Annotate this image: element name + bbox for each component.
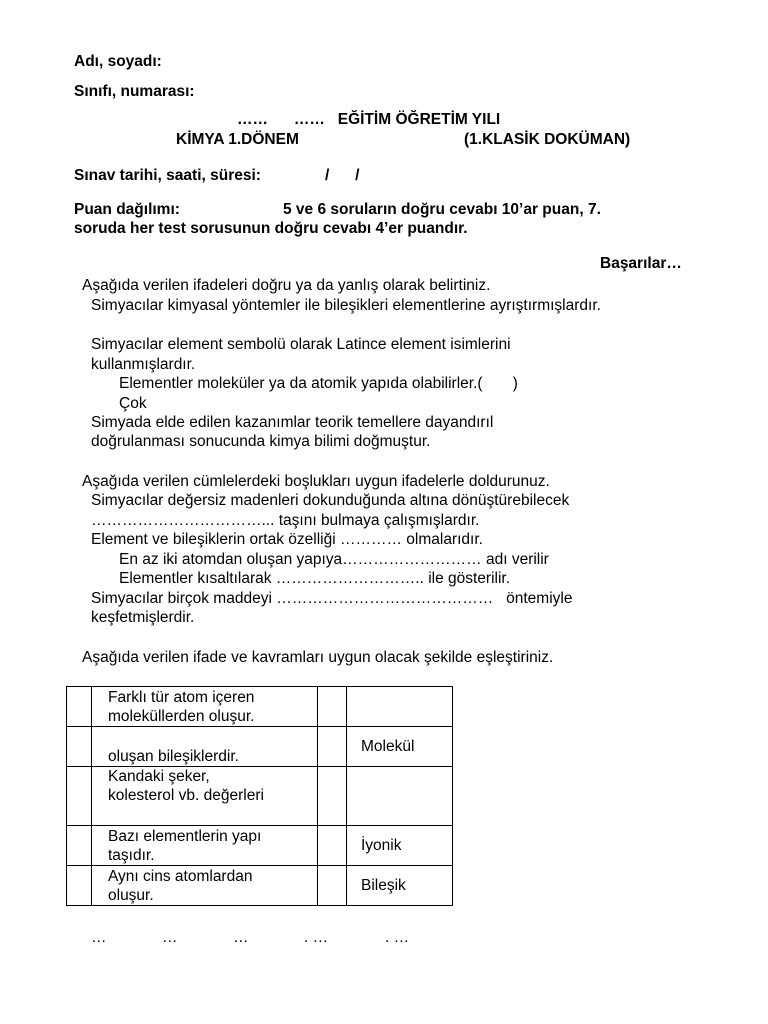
section2-item: Simyacılar değersiz madenleri dokunduğunda altına dönüştürebilecek <box>91 492 570 509</box>
answer-box[interactable] <box>67 767 92 826</box>
section2-item: Elementler kısaltılarak ……………………….. ile gösterilir. <box>119 570 511 587</box>
answer-box[interactable] <box>318 866 347 906</box>
section1-item: doğrulanması sonucunda kimya bilimi doğmuştur. <box>91 433 431 450</box>
answer-box[interactable] <box>318 687 347 727</box>
points-text-line1: 5 ve 6 soruların doğru cevabı 10’ar puan, 7. <box>283 201 601 218</box>
statement-cell <box>92 727 318 767</box>
answer-dots: . … <box>385 929 410 946</box>
matching-row <box>67 687 453 727</box>
section3-instruction: Aşağıda verilen ifade ve kavramları uygun olacak şekilde eşleştiriniz. <box>82 649 554 666</box>
concept-cell: Bileşik <box>347 866 453 906</box>
answer-box[interactable] <box>67 826 92 866</box>
course-title: KİMYA 1.DÖNEM <box>176 131 299 148</box>
statement-text: kolesterol vb. değerleri <box>108 787 264 804</box>
section2-item: Element ve bileşiklerin ortak özelliği ………… olmalarıdır. <box>91 531 483 548</box>
answer-box[interactable] <box>318 826 347 866</box>
matching-row <box>67 767 453 826</box>
section1-item: Simyacılar element sembolü olarak Latince element isimlerini <box>91 336 511 353</box>
answer-box[interactable] <box>318 767 347 826</box>
matching-row <box>67 866 453 906</box>
answer-box[interactable] <box>67 727 92 767</box>
section1-item: Çok <box>119 395 147 412</box>
statement-text: Bazı elementlerin yapı <box>108 827 262 845</box>
section1-item: Simyacılar kimyasal yöntemler ile bileşikleri elementlerine ayrıştırmışlardır. <box>91 297 601 314</box>
section2-item: En az iki atomdan oluşan yapıya……………………… adı verilir <box>119 551 549 568</box>
statement-cell <box>92 687 318 727</box>
section1-item: kullanmışlardır. <box>91 356 196 373</box>
statement-text: oluşur. <box>108 886 154 904</box>
statement-cell <box>92 866 318 906</box>
concept-cell: Molekül <box>347 727 453 767</box>
statement-text: oluşan bileşiklerdir. <box>108 748 239 765</box>
answer-box[interactable] <box>67 687 92 727</box>
section2-item: Simyacılar birçok maddeyi …………………………………… öntemiyle <box>91 590 573 607</box>
section1-item: Simyada elde edilen kazanımlar teorik temellere dayandırıl <box>91 414 494 431</box>
document-type: (1.KLASİK DOKÜMAN) <box>464 131 631 148</box>
matching-table <box>66 686 453 906</box>
statement-text: Farklı tür atom içeren <box>108 688 255 706</box>
section2-instruction: Aşağıda verilen cümlelerdeki boşlukları uygun ifadelerle doldurunuz. <box>82 473 550 490</box>
concept-cell <box>347 687 453 727</box>
answer-dots: … <box>162 929 178 946</box>
exam-date-label: Sınav tarihi, saati, süresi: <box>74 167 261 184</box>
answer-dots: … <box>91 929 107 946</box>
matching-row <box>67 727 453 767</box>
section1-item: Elementler moleküler ya da atomik yapıda olabilirler.( ) <box>119 375 518 392</box>
section2-item: keşfetmişlerdir. <box>91 609 195 626</box>
statement-cell <box>92 826 318 866</box>
answer-dots: … <box>233 929 249 946</box>
concept-cell: İyonik <box>347 826 453 866</box>
school-year-line: …… …… EĞİTİM ÖĞRETİM YILI <box>237 111 501 128</box>
concept-cell <box>347 767 453 826</box>
answer-dots: . … <box>304 929 329 946</box>
statement-text: moleküllerden oluşur. <box>108 707 255 725</box>
good-luck: Başarılar… <box>600 255 682 272</box>
statement-text: taşıdır. <box>108 846 155 864</box>
points-text-line2: soruda her test sorusunun doğru cevabı 4’er puandır. <box>74 220 468 237</box>
answer-box[interactable] <box>67 866 92 906</box>
name-label: Adı, soyadı: <box>74 53 162 70</box>
matching-row <box>67 826 453 866</box>
answer-box[interactable] <box>318 727 347 767</box>
exam-date-slashes: / / <box>325 167 360 184</box>
statement-text: Kandaki şeker, <box>108 768 210 785</box>
points-label: Puan dağılımı: <box>74 201 180 218</box>
class-label: Sınıfı, numarası: <box>74 83 195 100</box>
section1-instruction: Aşağıda verilen ifadeleri doğru ya da yanlış olarak belirtiniz. <box>82 277 491 294</box>
section2-item: ……………………………... taşını bulmaya çalışmışlardır. <box>91 512 480 529</box>
statement-text: Aynı cins atomlardan <box>108 867 253 885</box>
statement-cell <box>92 767 318 826</box>
